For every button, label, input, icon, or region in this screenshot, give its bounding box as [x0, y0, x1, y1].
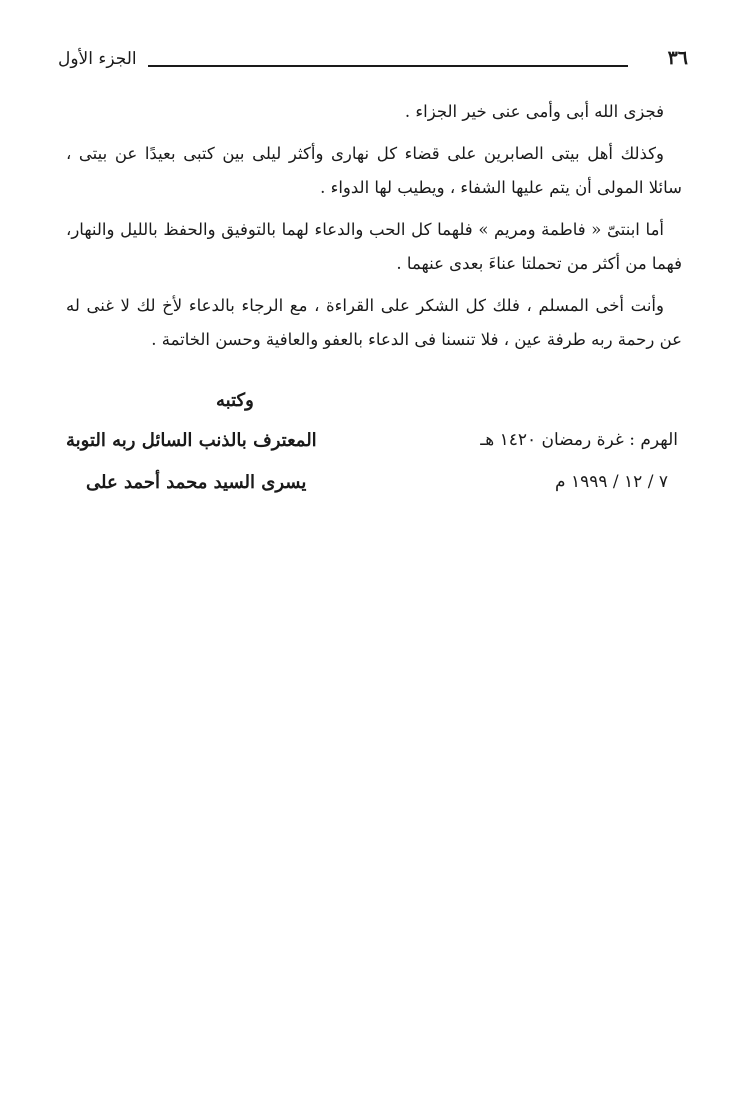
paragraph-reader: وأنت أخى المسلم ، فلك كل الشكر على القراءة ، مع الرجاء بالدعاء لأخ لك لا غنى له عن رحمة ربه طرفة عين ، فلا تنسنا فى الدعاء بالعفو والعافية وحسن الخاتمة .	[66, 296, 682, 349]
author-name: يسرى السيد محمد أحمد على	[86, 472, 307, 493]
signature-heading: وكتبه	[216, 390, 254, 411]
body-text	[66, 95, 682, 365]
signature-block	[66, 390, 682, 510]
paragraph-daughters: أما ابنتىّ « فاطمة ومريم » فلهما كل الحب والدعاء لهما بالتوفيق والحفظ بالليل والنهار، فهما من أكثر من تحملتا عناءَ بعدى عنهما .	[66, 220, 682, 273]
paragraph-family: وكذلك أهل بيتى الصابرين على قضاء كل نهارى وأكثر ليلى بين كتبى بعيدًا عن بيتى ، سائلا المولى أن يتم عليها الشفاء ، ويطيب لها الدواء .	[66, 144, 682, 197]
running-title: الجزء الأول	[58, 49, 137, 69]
header-rule	[148, 65, 628, 67]
page-header	[58, 45, 688, 81]
signature-line-1: المعترف بالذنب السائل ربه التوبة	[66, 430, 317, 451]
gregorian-date: ٧ / ١٢ / ١٩٩٩ م	[555, 472, 668, 492]
place-hijri-date: الهرم : غرة رمضان ١٤٢٠ هـ	[480, 430, 678, 450]
page-number: ٣٦	[667, 47, 688, 69]
paragraph-thanks-parents: فجزى الله أبى وأمى عنى خير الجزاء .	[404, 102, 664, 121]
